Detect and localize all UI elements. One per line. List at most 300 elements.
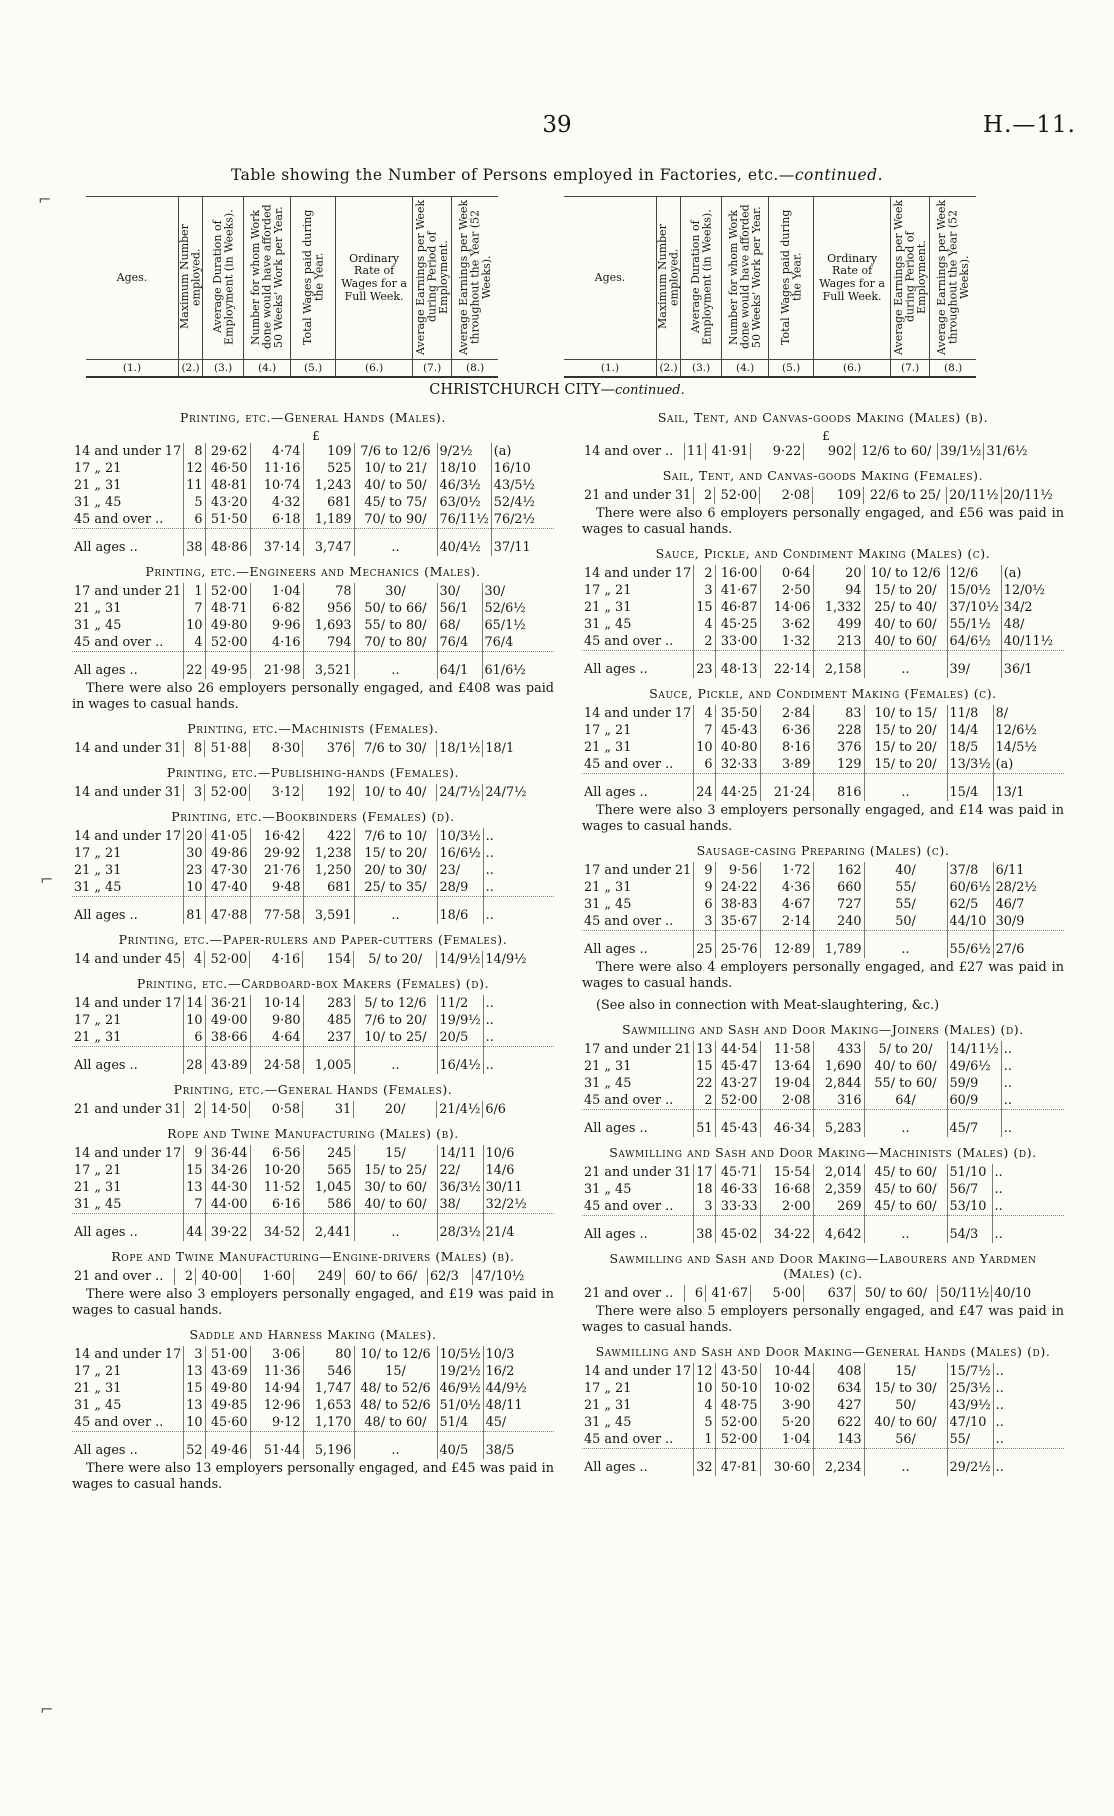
cell-col-6: 45/ to 75/ [354, 494, 437, 511]
cell-col-3: 36·21 [205, 995, 250, 1012]
cell-col-5: 433 [813, 1041, 864, 1058]
section-title: Printing, etc.—Machinists (Females). [187, 721, 439, 736]
cell-col-5: 622 [813, 1414, 864, 1431]
cell-col-6: 15/ to 20/ [864, 582, 947, 599]
cell-col-4: 10·44 [760, 1363, 813, 1380]
cell-col-4: 1·72 [760, 862, 813, 879]
cell-col-4: 4·16 [250, 634, 303, 652]
cell-col-6: .. [354, 529, 437, 557]
industry-section [72, 809, 554, 924]
table-row [582, 879, 1064, 896]
cell-col-3: 43·69 [205, 1363, 250, 1380]
cell-col-1: 21 and over .. [582, 1285, 685, 1302]
cell-col-1: 31 „ 45 [72, 617, 184, 634]
cell-col-1: All ages .. [72, 1432, 184, 1460]
cell-col-8: 10/3 [485, 1347, 515, 1362]
cell-col-6: 7/6 to 10/ [354, 828, 437, 845]
cell-col-7: 56/7 [947, 1181, 992, 1198]
cell-col-2: 11 [184, 477, 205, 494]
cell-col-4: 11·16 [250, 460, 303, 477]
cell-col-3: 52·00 [715, 1092, 760, 1110]
table-row [582, 443, 1064, 460]
table-row [72, 1029, 554, 1047]
industry-section [72, 1327, 554, 1493]
cell-col-4: 11·58 [760, 1041, 813, 1058]
cell-col-2: 38 [694, 1216, 715, 1244]
cell-col-2: 7 [694, 722, 715, 739]
column-header-label: Number for whom Work done would have afforded 50 Weeks' Work per Year. [248, 204, 285, 349]
cell-col-8: 76/2½ [493, 512, 535, 527]
industry-section [72, 976, 554, 1074]
cell-col-1: 21 and over .. [72, 1268, 175, 1285]
cell-col-4: 24·58 [250, 1047, 303, 1075]
cell-col-8: .. [992, 1216, 1064, 1244]
cell-col-5: 154 [303, 951, 354, 968]
cell-col-7: 62/5 [947, 896, 993, 913]
cell-col-1: All ages .. [72, 1214, 184, 1242]
cell-col-1: 45 and over .. [582, 1198, 694, 1216]
all-ages-row [72, 1432, 554, 1460]
cell-col-8: 52/6½ [484, 601, 526, 616]
cell-col-3: 52·00 [205, 784, 250, 801]
cell-col-5: 2,158 [813, 651, 864, 679]
cell-col-3: 44·30 [205, 1179, 250, 1196]
cell-col-2: 20 [184, 828, 205, 845]
cell-col-6: 55/ to 60/ [864, 1075, 947, 1092]
cell-col-8: 18/1 [485, 741, 515, 756]
cell-col-1: 45 and over .. [72, 634, 184, 652]
cell-col-5: 1,747 [303, 1380, 354, 1397]
cell-col-7: 21/4½ [437, 1101, 483, 1118]
table-row [582, 582, 1064, 599]
data-table [582, 443, 1064, 460]
cell-col-6: 10/ to 12/6 [354, 1346, 437, 1363]
section-title: Sauce, Pickle, and Condiment Making (Males) (c). [655, 546, 991, 561]
data-table [582, 1041, 1064, 1137]
cell-col-7: 76/11½ [437, 511, 491, 529]
cell-col-5: 1,243 [303, 477, 354, 494]
column-number: (1.) [86, 360, 179, 378]
section-title: Saddle and Harness Making (Males). [189, 1327, 437, 1342]
cell-col-1: 21 and under 31 [72, 1101, 184, 1118]
cell-col-4: 4·64 [250, 1029, 303, 1047]
table-row [72, 1414, 554, 1432]
cell-col-8: 28/2½ [995, 880, 1037, 895]
cell-col-2: 10 [184, 1414, 205, 1432]
section-title: Printing, etc.—Paper-rulers and Paper-cutters (Females). [118, 932, 508, 947]
cell-col-2: 12 [184, 460, 205, 477]
cell-col-7: 29/2½ [947, 1449, 993, 1477]
table-row [72, 862, 554, 879]
cell-col-7: 36/3½ [437, 1179, 483, 1196]
table-row [72, 1162, 554, 1179]
cell-col-7: 22/ [437, 1162, 483, 1179]
cell-col-5: 902 [804, 443, 855, 460]
cell-col-2: 3 [694, 1198, 715, 1216]
cell-col-5: 2,441 [303, 1214, 354, 1242]
cell-col-5: 240 [813, 913, 864, 931]
cell-col-3: 44·00 [205, 1196, 250, 1214]
cell-col-5: 5,196 [303, 1432, 354, 1460]
cell-col-5: 316 [813, 1092, 864, 1110]
cell-col-1: 45 and over .. [582, 913, 694, 931]
section-title: Sawmilling and Sash and Door Making—Machinists (Males) (d). [609, 1145, 1037, 1160]
table-title [0, 166, 1114, 184]
cell-col-2: 3 [184, 784, 205, 801]
data-table [582, 862, 1064, 958]
cell-col-5: 681 [303, 879, 354, 897]
cell-col-2: 9 [184, 1145, 205, 1162]
table-row [582, 565, 1064, 582]
column-number: (3.) [203, 360, 244, 378]
cell-col-1: 17 „ 21 [72, 460, 184, 477]
table-row [72, 845, 554, 862]
cell-col-4: 4·32 [250, 494, 303, 511]
cell-col-5: 681 [303, 494, 354, 511]
section-title: Printing, etc.—Cardboard-box Makers (Females) (d). [136, 976, 490, 991]
cell-col-4: 6·56 [250, 1145, 303, 1162]
cell-col-4: 1·04 [250, 583, 303, 600]
cell-col-6: .. [354, 652, 437, 680]
cell-col-1: All ages .. [582, 1110, 694, 1138]
table-row [582, 1075, 1064, 1092]
cell-col-3: 38·66 [205, 1029, 250, 1047]
cell-col-4: 4·16 [250, 951, 303, 968]
table-row [72, 1179, 554, 1196]
column-number: (5.) [291, 360, 336, 378]
cell-col-2: 8 [184, 740, 205, 757]
industry-section [72, 932, 554, 968]
cell-col-3: 32·33 [715, 756, 760, 774]
table-row [582, 616, 1064, 633]
cell-col-7: 28/9 [437, 879, 483, 897]
cell-col-3: 45·71 [715, 1164, 760, 1181]
cell-col-8: .. [1003, 1042, 1012, 1057]
cell-col-3: 48·86 [205, 529, 250, 557]
cell-col-4: 34·22 [760, 1216, 813, 1244]
table-row [72, 1363, 554, 1380]
section-title: Sauce, Pickle, and Condiment Making (Females) (c). [649, 686, 997, 701]
cell-col-7: 18/6 [437, 897, 483, 925]
cell-col-8: 6/6 [485, 1102, 506, 1117]
table-row [72, 617, 554, 634]
cell-col-5: 634 [813, 1380, 864, 1397]
cell-col-2: 51 [694, 1110, 715, 1138]
cell-col-2: 15 [184, 1380, 205, 1397]
table-row [582, 1285, 1064, 1302]
cell-col-2: 13 [184, 1363, 205, 1380]
cell-col-5: 816 [813, 774, 864, 802]
column-number: (3.) [681, 360, 722, 378]
cell-col-1: All ages .. [582, 651, 694, 679]
cell-col-1: 14 and under 31 [72, 740, 184, 757]
column-header-cell [657, 197, 681, 360]
cell-col-4: 19·04 [760, 1075, 813, 1092]
all-ages-row [72, 652, 554, 680]
cell-col-7: 55/ [947, 1431, 993, 1449]
cell-col-6: 50/ to 66/ [354, 600, 437, 617]
all-ages-row [582, 1449, 1064, 1477]
cell-col-1: 17 and under 21 [582, 862, 694, 879]
cell-col-7: 10/5½ [437, 1346, 483, 1363]
cell-col-3: 38·83 [715, 896, 760, 913]
column-header-label: Average Duration of Employment (in Weeks). [688, 208, 714, 345]
cell-col-2: 23 [184, 862, 205, 879]
data-table [72, 1145, 554, 1241]
cell-col-6: 15/ [864, 1363, 947, 1380]
cell-col-3: 51·88 [205, 740, 250, 757]
industry-section [72, 1249, 554, 1319]
column-header-table [564, 196, 976, 378]
table-title-main: Table showing the Number of Persons employed in Factories, etc.— [230, 166, 795, 184]
section-title: Printing, etc.—Engineers and Mechanics (Males). [145, 564, 481, 579]
all-ages-row [582, 774, 1064, 802]
cell-col-7: 14/4 [947, 722, 993, 739]
column-header-cell [179, 197, 203, 360]
cell-col-3: 35·50 [715, 705, 760, 722]
industry-section [582, 410, 1064, 460]
column-header-cell [336, 197, 413, 360]
cell-col-6: 20/ to 30/ [354, 862, 437, 879]
table-row [582, 722, 1064, 739]
cell-col-8: .. [994, 1165, 1003, 1180]
cell-col-5: 1,005 [303, 1047, 354, 1075]
data-table [582, 1285, 1064, 1302]
column-header-cell [452, 197, 499, 360]
cell-col-2: 22 [184, 652, 205, 680]
cell-col-7: 53/10 [947, 1198, 992, 1216]
cell-col-8: .. [994, 1199, 1003, 1214]
cell-col-2: 10 [184, 879, 205, 897]
cell-col-7: 40/4½ [437, 529, 491, 557]
cell-col-8: 16/10 [493, 461, 531, 476]
cell-col-4: 3·89 [760, 756, 813, 774]
cell-col-2: 1 [184, 583, 205, 600]
data-table [72, 995, 554, 1074]
cell-col-8: 46/7 [995, 897, 1025, 912]
data-table [72, 740, 554, 757]
table-row [72, 583, 554, 600]
industry-section [582, 1145, 1064, 1243]
cell-col-5: 31 [303, 1101, 354, 1118]
cell-col-6: 15/ to 20/ [864, 722, 947, 739]
cell-col-7: 37/8 [947, 862, 993, 879]
table-row [582, 1092, 1064, 1110]
cell-col-4: 21·76 [250, 862, 303, 879]
cell-col-6: 10/ to 40/ [354, 784, 437, 801]
cell-col-1: 21 „ 31 [582, 739, 694, 756]
cell-col-4: 9·22 [751, 443, 804, 460]
cell-col-2: 15 [694, 599, 715, 616]
data-table [72, 1346, 554, 1459]
cell-col-2: 22 [694, 1075, 715, 1092]
cell-col-2: 12 [694, 1363, 715, 1380]
cell-col-7: 16/4½ [437, 1047, 483, 1075]
cell-col-7: 76/4 [437, 634, 482, 652]
cell-col-4: 9·96 [250, 617, 303, 634]
all-ages-row [72, 897, 554, 925]
cell-col-8: 24/7½ [485, 785, 527, 800]
cell-col-4: 2·84 [760, 705, 813, 722]
cell-col-7: 44/10 [947, 913, 993, 931]
cell-col-1: 14 and under 17 [72, 828, 184, 845]
column-header-cell [86, 197, 179, 360]
cell-col-3: 52·00 [715, 487, 760, 504]
cell-col-7: 15/0½ [947, 582, 1001, 599]
cell-col-6: 55/ [864, 896, 947, 913]
cell-col-3: 45·25 [715, 616, 760, 633]
cell-col-2: 1 [694, 1431, 715, 1449]
cell-col-5: 109 [813, 487, 864, 504]
cell-col-6: 60/ to 66/ [345, 1268, 428, 1285]
cell-col-7: 68/ [437, 617, 482, 634]
cell-col-8: 8/ [995, 706, 1009, 721]
cell-col-7: 13/3½ [947, 756, 993, 774]
left-column [72, 402, 554, 1499]
cell-col-6: .. [864, 1216, 947, 1244]
cell-col-1: 14 and under 31 [72, 784, 184, 801]
data-table [582, 1164, 1064, 1243]
table-row [72, 1012, 554, 1029]
data-table [72, 828, 554, 924]
cell-col-2: 2 [694, 1092, 715, 1110]
section-title: Printing, etc.—Bookbinders (Females) (d). [171, 809, 455, 824]
cell-col-8: 48/ [1003, 617, 1025, 632]
cell-col-8: 44/9½ [485, 1381, 527, 1396]
all-ages-row [582, 931, 1064, 959]
cell-col-6: 45/ to 60/ [864, 1198, 947, 1216]
cell-col-3: 44·54 [715, 1041, 760, 1058]
cell-col-5: 80 [303, 1346, 354, 1363]
cell-col-5: 1,170 [303, 1414, 354, 1432]
cell-col-4: 11·52 [250, 1179, 303, 1196]
column-number: (6.) [814, 360, 891, 378]
cell-col-6: 25/ to 40/ [864, 599, 947, 616]
cell-col-4: 8·30 [250, 740, 303, 757]
table-row [582, 862, 1064, 879]
footnote-text: There were also 5 employers personally engaged, and £47 was paid in wages to casual hands. [582, 1304, 1064, 1335]
cell-col-8: 37/11 [491, 529, 554, 557]
cell-col-6: 15/ [354, 1363, 437, 1380]
cell-col-6: 48/ to 52/6 [354, 1397, 437, 1414]
cell-col-8: 38/5 [483, 1432, 554, 1460]
cell-col-7: 59/9 [947, 1075, 1001, 1092]
cell-col-5: 269 [813, 1198, 864, 1216]
cell-col-8: 43/5½ [493, 478, 535, 493]
cell-col-1: All ages .. [582, 774, 694, 802]
section-title: Printing, etc.—Publishing-hands (Females). [166, 765, 460, 780]
cell-col-6: .. [864, 1110, 947, 1138]
section-title: Sail, Tent, and Canvas-goods Making (Females). [662, 468, 984, 483]
cell-col-5: 192 [303, 784, 354, 801]
cell-col-1: All ages .. [72, 1047, 184, 1075]
table-row [582, 1363, 1064, 1380]
cell-col-6: .. [864, 931, 947, 959]
cell-col-7: 11/2 [437, 995, 483, 1012]
data-table [72, 443, 554, 556]
cell-col-2: 4 [184, 634, 205, 652]
column-number: (4.) [244, 360, 291, 378]
column-number: (2.) [657, 360, 681, 378]
cell-col-7: 15/7½ [947, 1363, 993, 1380]
cell-col-8: 76/4 [484, 635, 514, 650]
cell-col-6: 5/ to 20/ [864, 1041, 947, 1058]
industry-section [72, 721, 554, 757]
cell-col-6: .. [354, 1047, 437, 1075]
cell-col-1: 45 and over .. [582, 1431, 694, 1449]
cell-col-8: 31/6½ [986, 444, 1028, 459]
cell-col-8: .. [995, 1432, 1004, 1447]
section-title: Rope and Twine Manufacturing—Engine-drivers (Males) (b). [111, 1249, 515, 1264]
cell-col-1: All ages .. [72, 897, 184, 925]
cell-col-2: 9 [694, 879, 715, 896]
section-title: Rope and Twine Manufacturing (Males) (b). [167, 1126, 459, 1141]
table-row [582, 1414, 1064, 1431]
cell-col-2: 4 [694, 1397, 715, 1414]
column-header-cell [244, 197, 291, 360]
cell-col-7: 60/6½ [947, 879, 993, 896]
cell-col-8: 30/11 [485, 1180, 523, 1195]
cell-col-2: 14 [184, 995, 205, 1012]
cell-col-4: 4·74 [250, 443, 303, 460]
cell-col-5: 408 [813, 1363, 864, 1380]
cell-col-6: 40/ [864, 862, 947, 879]
footnote-text: There were also 4 employers personally engaged, and £27 was paid in wages to casual hands. [582, 960, 1064, 991]
cell-col-4: 10·14 [250, 995, 303, 1012]
cell-col-7: 24/7½ [437, 784, 483, 801]
cell-col-3: 51·00 [205, 1346, 250, 1363]
section-title: Printing, etc.—General Hands (Females). [173, 1082, 453, 1097]
cell-col-6: 10/ to 15/ [864, 705, 947, 722]
column-number: (1.) [564, 360, 657, 378]
cell-col-1: 45 and over .. [582, 756, 694, 774]
table-row [582, 1058, 1064, 1075]
cell-col-7: 55/6½ [947, 931, 993, 959]
cell-col-8: 21/4 [483, 1214, 554, 1242]
cell-col-6: .. [354, 897, 437, 925]
industry-section [72, 765, 554, 801]
cell-col-6: 50/ [864, 1397, 947, 1414]
cell-col-6: 20/ [354, 1101, 437, 1118]
cell-col-2: 7 [184, 600, 205, 617]
cell-col-8: 61/6½ [482, 652, 554, 680]
margin-mark: ⌐ [38, 190, 52, 209]
cell-col-5: 2,844 [813, 1075, 864, 1092]
cell-col-3: 41·91 [706, 443, 751, 460]
cell-col-3: 48·75 [715, 1397, 760, 1414]
cell-col-8: 14/9½ [485, 952, 527, 967]
cell-col-5: 2,014 [813, 1164, 864, 1181]
cell-col-1: All ages .. [582, 1449, 694, 1477]
section-title: Sawmilling and Sash and Door Making—Joiners (Males) (d). [622, 1022, 1024, 1037]
cell-col-3: 40·80 [715, 739, 760, 756]
table-row [72, 1196, 554, 1214]
cell-col-7: 51/4 [437, 1414, 483, 1432]
cell-col-3: 39·22 [205, 1214, 250, 1242]
industry-section [582, 843, 1064, 1014]
data-table [582, 1363, 1064, 1476]
cell-col-3: 35·67 [715, 913, 760, 931]
cell-col-7: 62/3 [428, 1268, 473, 1285]
cell-col-8: .. [995, 1415, 1004, 1430]
cell-col-3: 49·00 [205, 1012, 250, 1029]
cell-col-2: 5 [694, 1414, 715, 1431]
cell-col-8: .. [1003, 1059, 1012, 1074]
cell-col-7: 39/1½ [938, 443, 984, 460]
cell-col-4: 14·06 [760, 599, 813, 616]
cell-col-5: 376 [813, 739, 864, 756]
page-number: 39 [542, 112, 572, 138]
